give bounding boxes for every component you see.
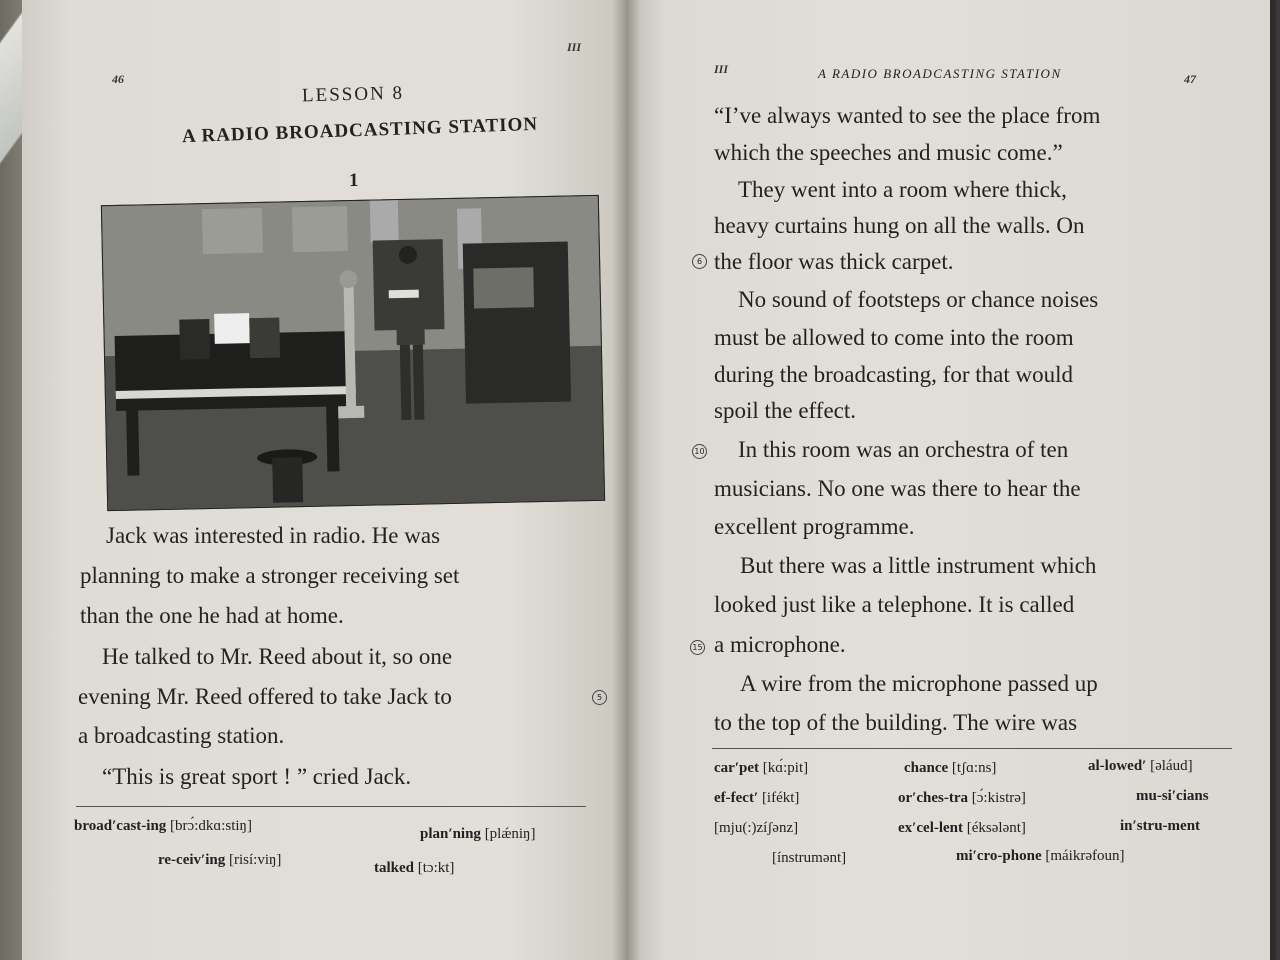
paragraph-line: A wire from the microphone passed up [740, 671, 1098, 696]
paragraph-line: the floor was thick carpet. [714, 249, 954, 274]
paragraph-line: planning to make a stronger receiving set [80, 563, 460, 588]
paragraph-line: musicians. No one was there to hear the [714, 476, 1081, 501]
glossary-entry: car′pet [kɑ́:pit] [714, 760, 809, 776]
running-head: A RADIO BROADCASTING STATION [818, 66, 1062, 81]
paragraph-line: which the speeches and music come.” [714, 140, 1063, 165]
glossary-entry: ef-fect′ [ifékt] [714, 790, 800, 806]
page-number: 46 [112, 72, 124, 86]
paragraph-line: during the broadcasting, for that would [714, 362, 1073, 387]
paragraph-line: looked just like a telephone. It is called [714, 592, 1075, 617]
lesson-heading: LESSON 8 [301, 82, 405, 107]
glossary-entry: mi′cro-phone [máikrəfoun] [956, 848, 1125, 864]
left-page [22, 0, 626, 960]
paragraph-line: In this room was an orchestra of ten [738, 437, 1069, 462]
right-page [626, 0, 1276, 960]
line-marker: 10 [692, 444, 707, 459]
paragraph-line: a broadcasting station. [78, 723, 285, 748]
glossary-entry: talked [tɔ:kt] [374, 860, 455, 876]
photo-radio-studio [101, 195, 605, 511]
glossary-entry: al-lowed′ [əláud] [1088, 758, 1193, 774]
paragraph-line: He talked to Mr. Reed about it, so one [102, 644, 453, 669]
paragraph-line: must be allowed to come into the room [714, 325, 1074, 350]
paragraph-line: “This is great sport ! ” cried Jack. [102, 764, 412, 789]
footnote-rule [76, 806, 586, 807]
chapter-mark: III [714, 62, 729, 76]
glossary-entry: ex′cel-lent [éksələnt] [898, 820, 1026, 836]
lesson-title: A RADIO BROADCASTING STATION [181, 113, 539, 148]
chapter-mark: III [567, 40, 582, 54]
glossary-entry: chance [tʃɑ:ns] [904, 760, 997, 776]
glossary-entry: broad′cast-ing [brɔ́:dkɑ:stiŋ] [74, 818, 252, 834]
glossary-entry: re-ceiv′ing [risí:viŋ] [158, 852, 282, 868]
paragraph-line: “I’ve always wanted to see the place from [714, 103, 1101, 128]
book-edge [1270, 0, 1276, 960]
section-number: 1 [349, 170, 359, 191]
book-gutter [612, 0, 640, 960]
paragraph-line: evening Mr. Reed offered to take Jack to [78, 684, 452, 709]
glossary-entry: mu-si′cians [1136, 788, 1209, 804]
glossary-entry: in′stru-ment [1120, 818, 1201, 834]
line-marker: 6 [692, 254, 707, 269]
paragraph-line: They went into a room where thick, [738, 177, 1067, 202]
page-number: 47 [1184, 72, 1196, 86]
paragraph-line: than the one he had at home. [80, 603, 344, 628]
line-marker: 5 [592, 690, 607, 705]
paragraph-line: No sound of footsteps or chance noises [738, 287, 1099, 312]
paragraph-line: heavy curtains hung on all the walls. On [714, 213, 1085, 238]
glossary-entry: plan′ning [plǽniŋ] [420, 826, 536, 842]
line-marker: 15 [690, 640, 705, 655]
glossary-entry: or′ches-tra [ɔ́:kistrə] [898, 790, 1026, 806]
paragraph-line: spoil the effect. [714, 398, 856, 423]
footnote-rule [712, 748, 1232, 749]
glossary-entry: [ínstrumənt] [772, 850, 847, 866]
paragraph-line: excellent programme. [714, 514, 915, 539]
paragraph-line: Jack was interested in radio. He was [106, 523, 441, 548]
glossary-entry: [mju(:)zíʃənz] [714, 820, 799, 836]
paragraph-line: a microphone. [714, 632, 846, 657]
studio-illustration [102, 196, 604, 510]
paragraph-line: to the top of the building. The wire was [714, 710, 1078, 735]
paragraph-line: But there was a little instrument which [740, 553, 1097, 578]
